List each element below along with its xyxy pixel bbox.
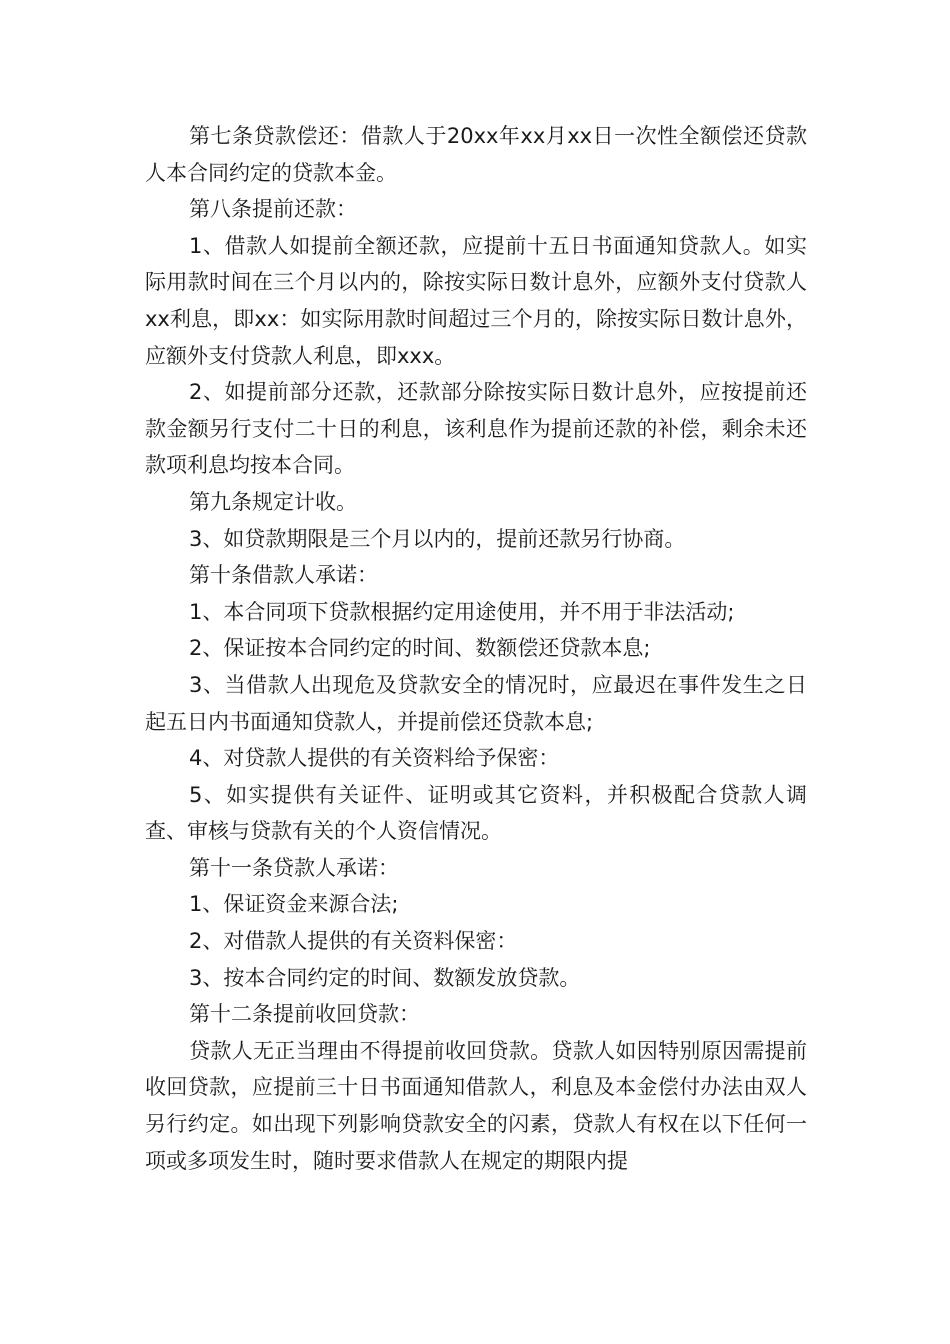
paragraph-article-10-item-4: 4、对贷款人提供的有关资料给予保密： bbox=[189, 746, 560, 771]
paragraph-article-11-heading: 第十一条贷款人承诺： bbox=[189, 855, 399, 880]
paragraph-article-7: 第七条贷款偿还：借款人于20xx年xx月xx日一次性全额偿还贷款人本合同约定的贷款本金。 bbox=[145, 124, 807, 185]
paragraph-article-8-heading: 第八条提前还款： bbox=[189, 197, 357, 222]
paragraph-article-9: 第九条规定计收。 bbox=[189, 489, 357, 514]
paragraph-article-10-item-2: 2、保证按本合同约定的时间、数额偿还贷款本息; bbox=[189, 636, 651, 661]
paragraph-article-8-item-2: 2、如提前部分还款，还款部分除按实际日数计息外，应按提前还款金额另行支付二十日的利息，该利息作为提前还款的补偿，剩余未还款项利息均按本合同。 bbox=[145, 380, 807, 478]
paragraph-article-8-item-1: 1、借款人如提前全额还款，应提前十五日书面通知贷款人。如实际用款时间在三个月以内的，除按实际日数计息外，应额外支付贷款人xx利息，即xx：如实际用款时间超过三个月的，除按实际日数计息外，应额外支付贷款人利息，即xxx。 bbox=[145, 233, 807, 368]
paragraph-article-11-item-1: 1、保证资金来源合法; bbox=[189, 892, 399, 917]
document-page bbox=[145, 118, 807, 1179]
paragraph-article-11-item-3: 3、按本合同约定的时间、数额发放贷款。 bbox=[189, 965, 581, 990]
paragraph-article-10-item-3: 3、当借款人出现危及贷款安全的情况时，应最迟在事件发生之日起五日内书面通知贷款人，并提前偿还贷款本息; bbox=[145, 672, 807, 734]
paragraph-article-9-item-3: 3、如贷款期限是三个月以内的，提前还款另行协商。 bbox=[189, 526, 686, 551]
paragraph-article-10-item-1: 1、本合同项下贷款根据约定用途使用，并不用于非法活动; bbox=[189, 599, 735, 624]
paragraph-article-10-item-5: 5、如实提供有关证件、证明或其它资料，并积极配合贷款人调查、审核与贷款有关的个人资信情况。 bbox=[145, 782, 807, 844]
paragraph-article-12-body: 贷款人无正当理由不得提前收回贷款。贷款人如因特别原因需提前收回贷款，应提前三十日书面通知借款人，利息及本金偿付办法由双人另行约定。如出现下列影响贷款安全的闪素，贷款人有权在以下任何一项或多项发生时，随时要求借款人在规定的期限内提 bbox=[145, 1038, 807, 1173]
paragraph-article-10-heading: 第十条借款人承诺： bbox=[189, 563, 378, 588]
paragraph-article-12-heading: 第十二条提前收回贷款： bbox=[189, 1002, 420, 1027]
paragraph-article-11-item-2: 2、对借款人提供的有关资料保密： bbox=[189, 929, 518, 954]
